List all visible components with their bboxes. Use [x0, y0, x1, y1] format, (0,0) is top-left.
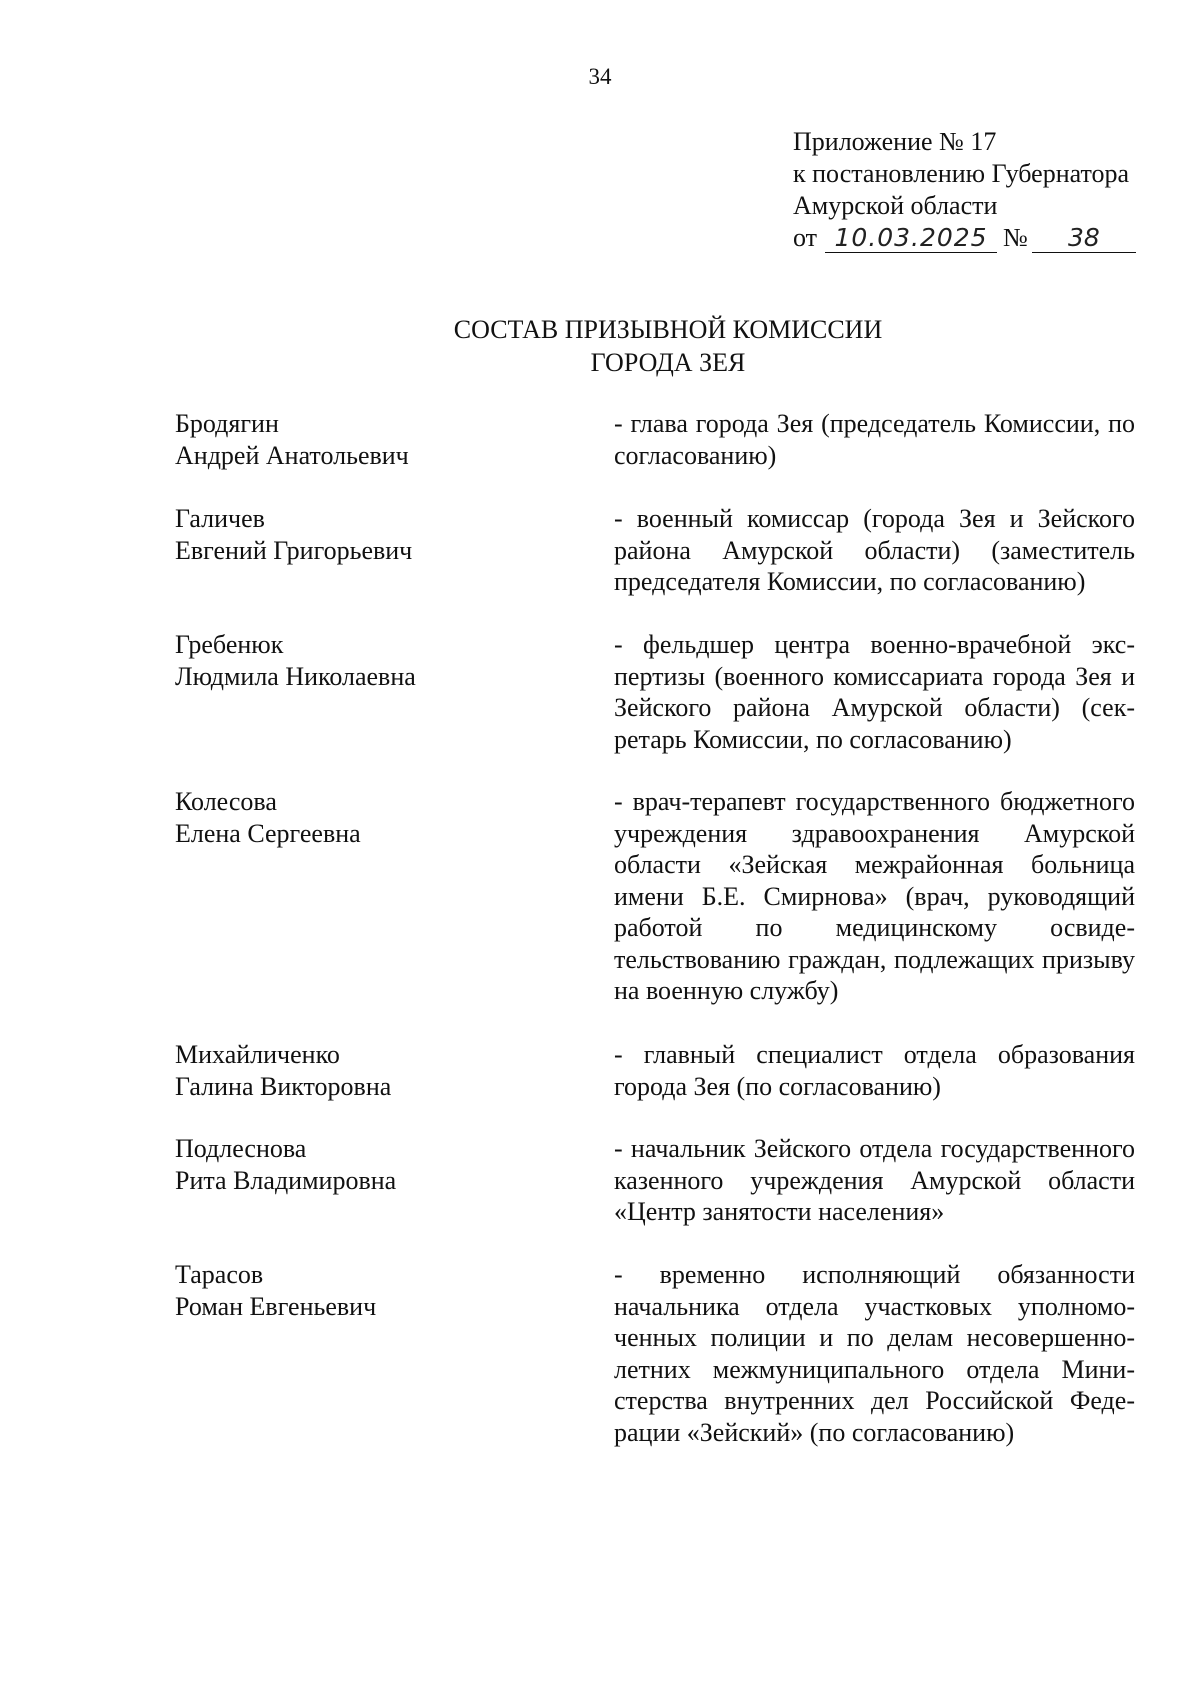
member-role: - временно исполняющий обязанности начальника отдела участковых уполномоченных полиции и по делам несовершеннолетних межмуниципального отдела Министерства внутренних дел Российской Федерации «Зейский» (по согласованию): [614, 1260, 1135, 1447]
member-role: - фельдшер центра военно-врачебной экспертизы (военного комиссариата города Зея и Зейского района Амурской области) (секретарь Комиссии, по согласованию): [614, 630, 1135, 754]
member-role: - врач-терапевт государственного бюджетного учреждения здравоохранения Амурской области «Зейская межрайонная больница имени Б.Е. Смирнова» (врач, руководящий работой по медицинскому освидетельствованию граждан, подлежащих призыву на военную службу): [614, 787, 1135, 1005]
member-name: [175, 503, 595, 566]
member-given-names: Галина Викторовна: [175, 1071, 392, 1101]
member-surname: Подлеснова: [175, 1134, 307, 1163]
date-prefix: от: [793, 223, 818, 252]
member-given-names: Евгений Григорьевич: [175, 535, 413, 565]
member-name: [175, 408, 595, 471]
member-role: - начальник Зейского отдела государственного казенного учреждения Амурской области «Центр занятости населения»: [614, 1134, 1135, 1226]
page-number: 34: [588, 64, 612, 89]
number-prefix: №: [1003, 223, 1028, 252]
member-surname: Гребенюк: [175, 630, 284, 659]
member-surname: Колесова: [175, 787, 277, 816]
member-given-names: Людмила Николаевна: [175, 661, 416, 691]
member-surname: Тарасов: [175, 1260, 264, 1289]
title-line-1: СОСТАВ ПРИЗЫВНОЙ КОМИССИИ: [453, 315, 883, 344]
appendix-line-2: к постановлению Губернатора: [793, 159, 1130, 188]
title-line-2: ГОРОДА ЗЕЯ: [590, 348, 746, 377]
member-given-names: Роман Евгеньевич: [175, 1291, 377, 1321]
handwritten-number: 38: [1032, 224, 1136, 253]
handwritten-date: 10.03.2025: [825, 224, 997, 253]
appendix-line-3: Амурской области: [793, 191, 998, 220]
appendix-date-number-line: [793, 222, 1193, 254]
appendix-header: [793, 126, 1193, 254]
member-surname: Михайличенко: [175, 1040, 340, 1069]
member-given-names: Елена Сергеевна: [175, 818, 361, 848]
member-name: [175, 786, 595, 849]
member-given-names: Рита Владимировна: [175, 1165, 397, 1195]
member-name: [175, 629, 595, 692]
member-role: - глава города Зея (председатель Комиссии, по согласованию): [614, 409, 1135, 470]
member-surname: Галичев: [175, 504, 265, 533]
member-given-names: Андрей Анатольевич: [175, 440, 409, 470]
member-role: - главный специалист отдела образования города Зея (по согласованию): [614, 1040, 1135, 1101]
member-role: - военный комиссар (города Зея и Зейского района Амурской области) (заместитель председателя Комиссии, по согласованию): [614, 504, 1135, 596]
member-name: [175, 1133, 595, 1196]
member-surname: Бродягин: [175, 409, 279, 438]
appendix-line-1: Приложение № 17: [793, 127, 997, 156]
member-name: [175, 1039, 595, 1102]
member-name: [175, 1259, 595, 1322]
document-title: [0, 313, 1200, 379]
